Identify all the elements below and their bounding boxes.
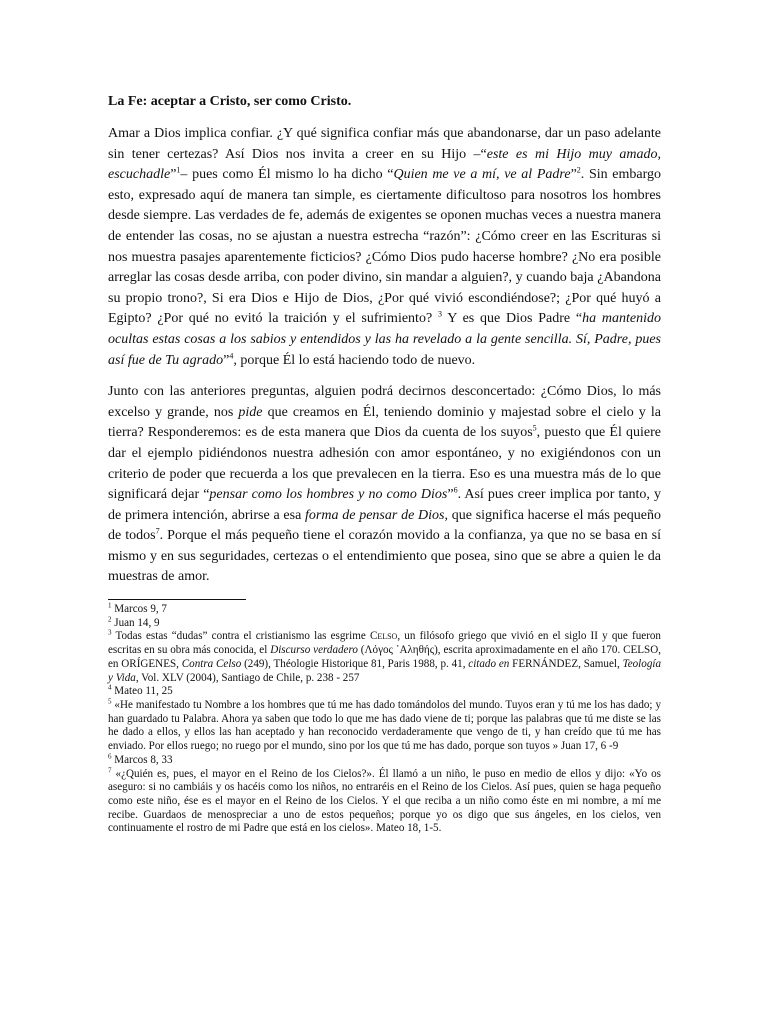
quote-italic: pensar como los hombres y no como Dios [209,487,448,503]
book-title-italic: Contra Celso [181,657,242,670]
text-run: – pues como Él mismo lo ha dicho “ [180,167,394,183]
document-title: La Fe: aceptar a Cristo, ser como Cristo. [108,94,352,109]
text-run: . Porque el más pequeño tiene el corazón movido a la confianza, ya que no se basa en sí mismo y en sus seguridades, certezas o el entendimiento que posea, sino que se abre a quien le da muestras de amor. [108,528,661,585]
text-run: Y es que Dios Padre “ [441,311,583,327]
quote-italic: Quien me ve a mí, ve al Padre [393,167,571,183]
text-run: ” [447,487,454,503]
footnote-4 [108,685,661,699]
text-run: . Sin embargo esto, expresado aquí de manera tan simple, es ciertamente dificultoso para nosotros los hombres desde siempre. Las verdades de fe, además de exigentes se oponen muchas veces a nuestra manera de entender las cosas, no se ajustan a nuestra estrecha “razón”: ¿Cómo creer en las Escrituras si nos muestra pasajes aparentemente ficticios? ¿Cómo Dios pudo hacerse hombre? ¿No era posible arreglar las cosas desde arriba, con poder divino, sin mandar a alguien?, y cuando baja ¿Abandona su propio trono?, Si era Dios e Hijo de Dios, ¿Por qué vivió escondiéndose?; ¿Por qué huyó a Egipto? ¿Por qué no evitó la traición y el sufrimiento? [108,167,662,327]
quote-italic: este es mi Hijo muy amado, escuchadle [108,146,661,183]
footnote-number: 1 [108,601,112,610]
footnote-number: 7 [108,765,112,774]
text-run: , porque Él lo está haciendo todo de nuevo. [233,352,476,368]
footnote-ref-4[interactable]: 4 [229,350,234,360]
footnote-7 [108,765,661,837]
book-title-italic: Discurso verdadero [270,644,358,657]
footnote-6 [108,754,661,768]
footnote-number: 3 [108,628,112,637]
footnote-text: (Λόγος ᾿Αληθής), escrita aproximadamente en el año 170. CELSO, en ORÍGENES, [108,644,662,670]
emphasis-italic: forma de pensar de Dios [305,507,445,523]
paragraph-2 [108,382,661,588]
footnote-ref-2[interactable]: 2 [576,165,581,175]
journal-title-italic: Teología y Vida [108,657,661,684]
author-smallcaps: Celso [369,630,398,643]
text-run: . Así pues creer implica por tanto, y de primera intención, abrirse a esa [108,487,661,523]
footnote-text: Marcos 8, 33 [111,753,173,766]
footnote-2 [108,617,661,631]
text-run: Amar a Dios implica confiar. ¿Y qué significa confiar más que abandonarse, dar un paso adelante sin tener certezas? Así Dios nos invita a creer en su Hijo –“ [108,126,661,162]
footnote-number: 4 [108,683,112,692]
text-run: , que significa hacerse el más pequeño de todos [108,507,661,544]
footnote-text: Todas estas “dudas” contra el cristianismo las esgrime [111,630,370,643]
footnote-ref-5[interactable]: 5 [532,423,537,433]
footnote-number: 5 [108,697,112,706]
text-run: ” [223,352,230,368]
footnote-number: 2 [108,615,112,624]
text-run: ” [170,167,177,183]
citation-italic: citado en [468,657,510,670]
footnote-ref-1[interactable]: 1 [176,165,181,175]
footnote-number: 6 [108,752,112,761]
footnote-text: Marcos 9, 7 [111,603,167,616]
footnote-text: (249), Théologie Historique 81, Paris 1988, p. 41, [241,657,469,670]
footnote-text: Mateo 11, 25 [111,685,173,698]
text-run: que creamos en Él, teniendo dominio y majestad sobre el cielo y la tierra? Responderemos: es de esta manera que Dios da cuenta de los suyos [108,404,661,441]
text-run: , puesto que Él quiere dar el ejemplo pidiéndonos nuestra adhesión con amor espontáneo, y no exigiéndonos con un criterio de poder que recuerda a los que prevalecen en la tierra. Eso es una muestra más de lo que significará dejar “ [108,425,661,503]
footnote-text: FERNÁNDEZ, Samuel, [509,657,623,670]
text-run: ” [570,167,577,183]
footnote-text: «He manifestado tu Nombre a los hombres que tú me has dado tomándolos del mundo. Tuyos eran y tú me los has dado; y han guardado tu Palabra. Ahora ya saben que todo lo que me has dado viene de ti; porque las palabras que tú me diste se las he dado a ellos, y ellos las han aceptado y han reconocido verdaderamente que vengo de ti, y han creído que tú me has enviado. Por ellos ruego; no ruego por el mundo, sino por los que tú me has dado, porque son tuyos » Juan 17, 6 -9 [108,698,661,753]
footnote-text: «¿Quién es, pues, el mayor en el Reino de los Cielos?». Él llamó a un niño, le puso en medio de ellos y dijo: «Yo os aseguro: si no cambiáis y os hacéis como los niños, no entraréis en el Reino de los Cielos. Así pues, quien se haga pequeño como este niño, ése es el mayor en el Reino de los Cielos. Y el que reciba a un niño como éste en mi nombre, a mí me recibe. Guardaos de menospreciar a uno de estos pequeños; porque yo os digo que sus ángeles, en los cielos, ven continuamente el rostro de mi Padre que está en los cielos». Mateo 18, 1-5. [108,767,661,835]
footnote-text: Juan 14, 9 [111,616,160,629]
footnote-ref-3[interactable]: 3 [437,309,442,319]
text-run: Junto con las anteriores preguntas, alguien podrá decirnos desconcertado: ¿Cómo Dios, lo más excelso y grande, nos [108,384,661,420]
emphasis-italic: pide [238,404,263,420]
footnote-1 [108,603,661,617]
footnote-3 [108,630,661,685]
quote-italic: ha mantenido ocultas estas cosas a los sabios y entendidos y las ha revelado a la gente sencilla. Sí, Padre, pues así fue de Tu agrado [108,311,661,368]
document-page [108,92,661,836]
footnote-ref-6[interactable]: 6 [453,485,458,495]
footnote-5 [108,699,661,754]
footnote-text: , un filósofo griego que vivió en el siglo II y que fueron escritas en su obra más conocida, el [108,630,661,657]
footnote-separator [108,599,246,600]
footnote-ref-7[interactable]: 7 [155,526,160,536]
paragraph-1 [108,124,661,371]
footnote-text: , Vol. XLV (2004), Santiago de Chile, p. 238 - 257 [135,671,360,684]
